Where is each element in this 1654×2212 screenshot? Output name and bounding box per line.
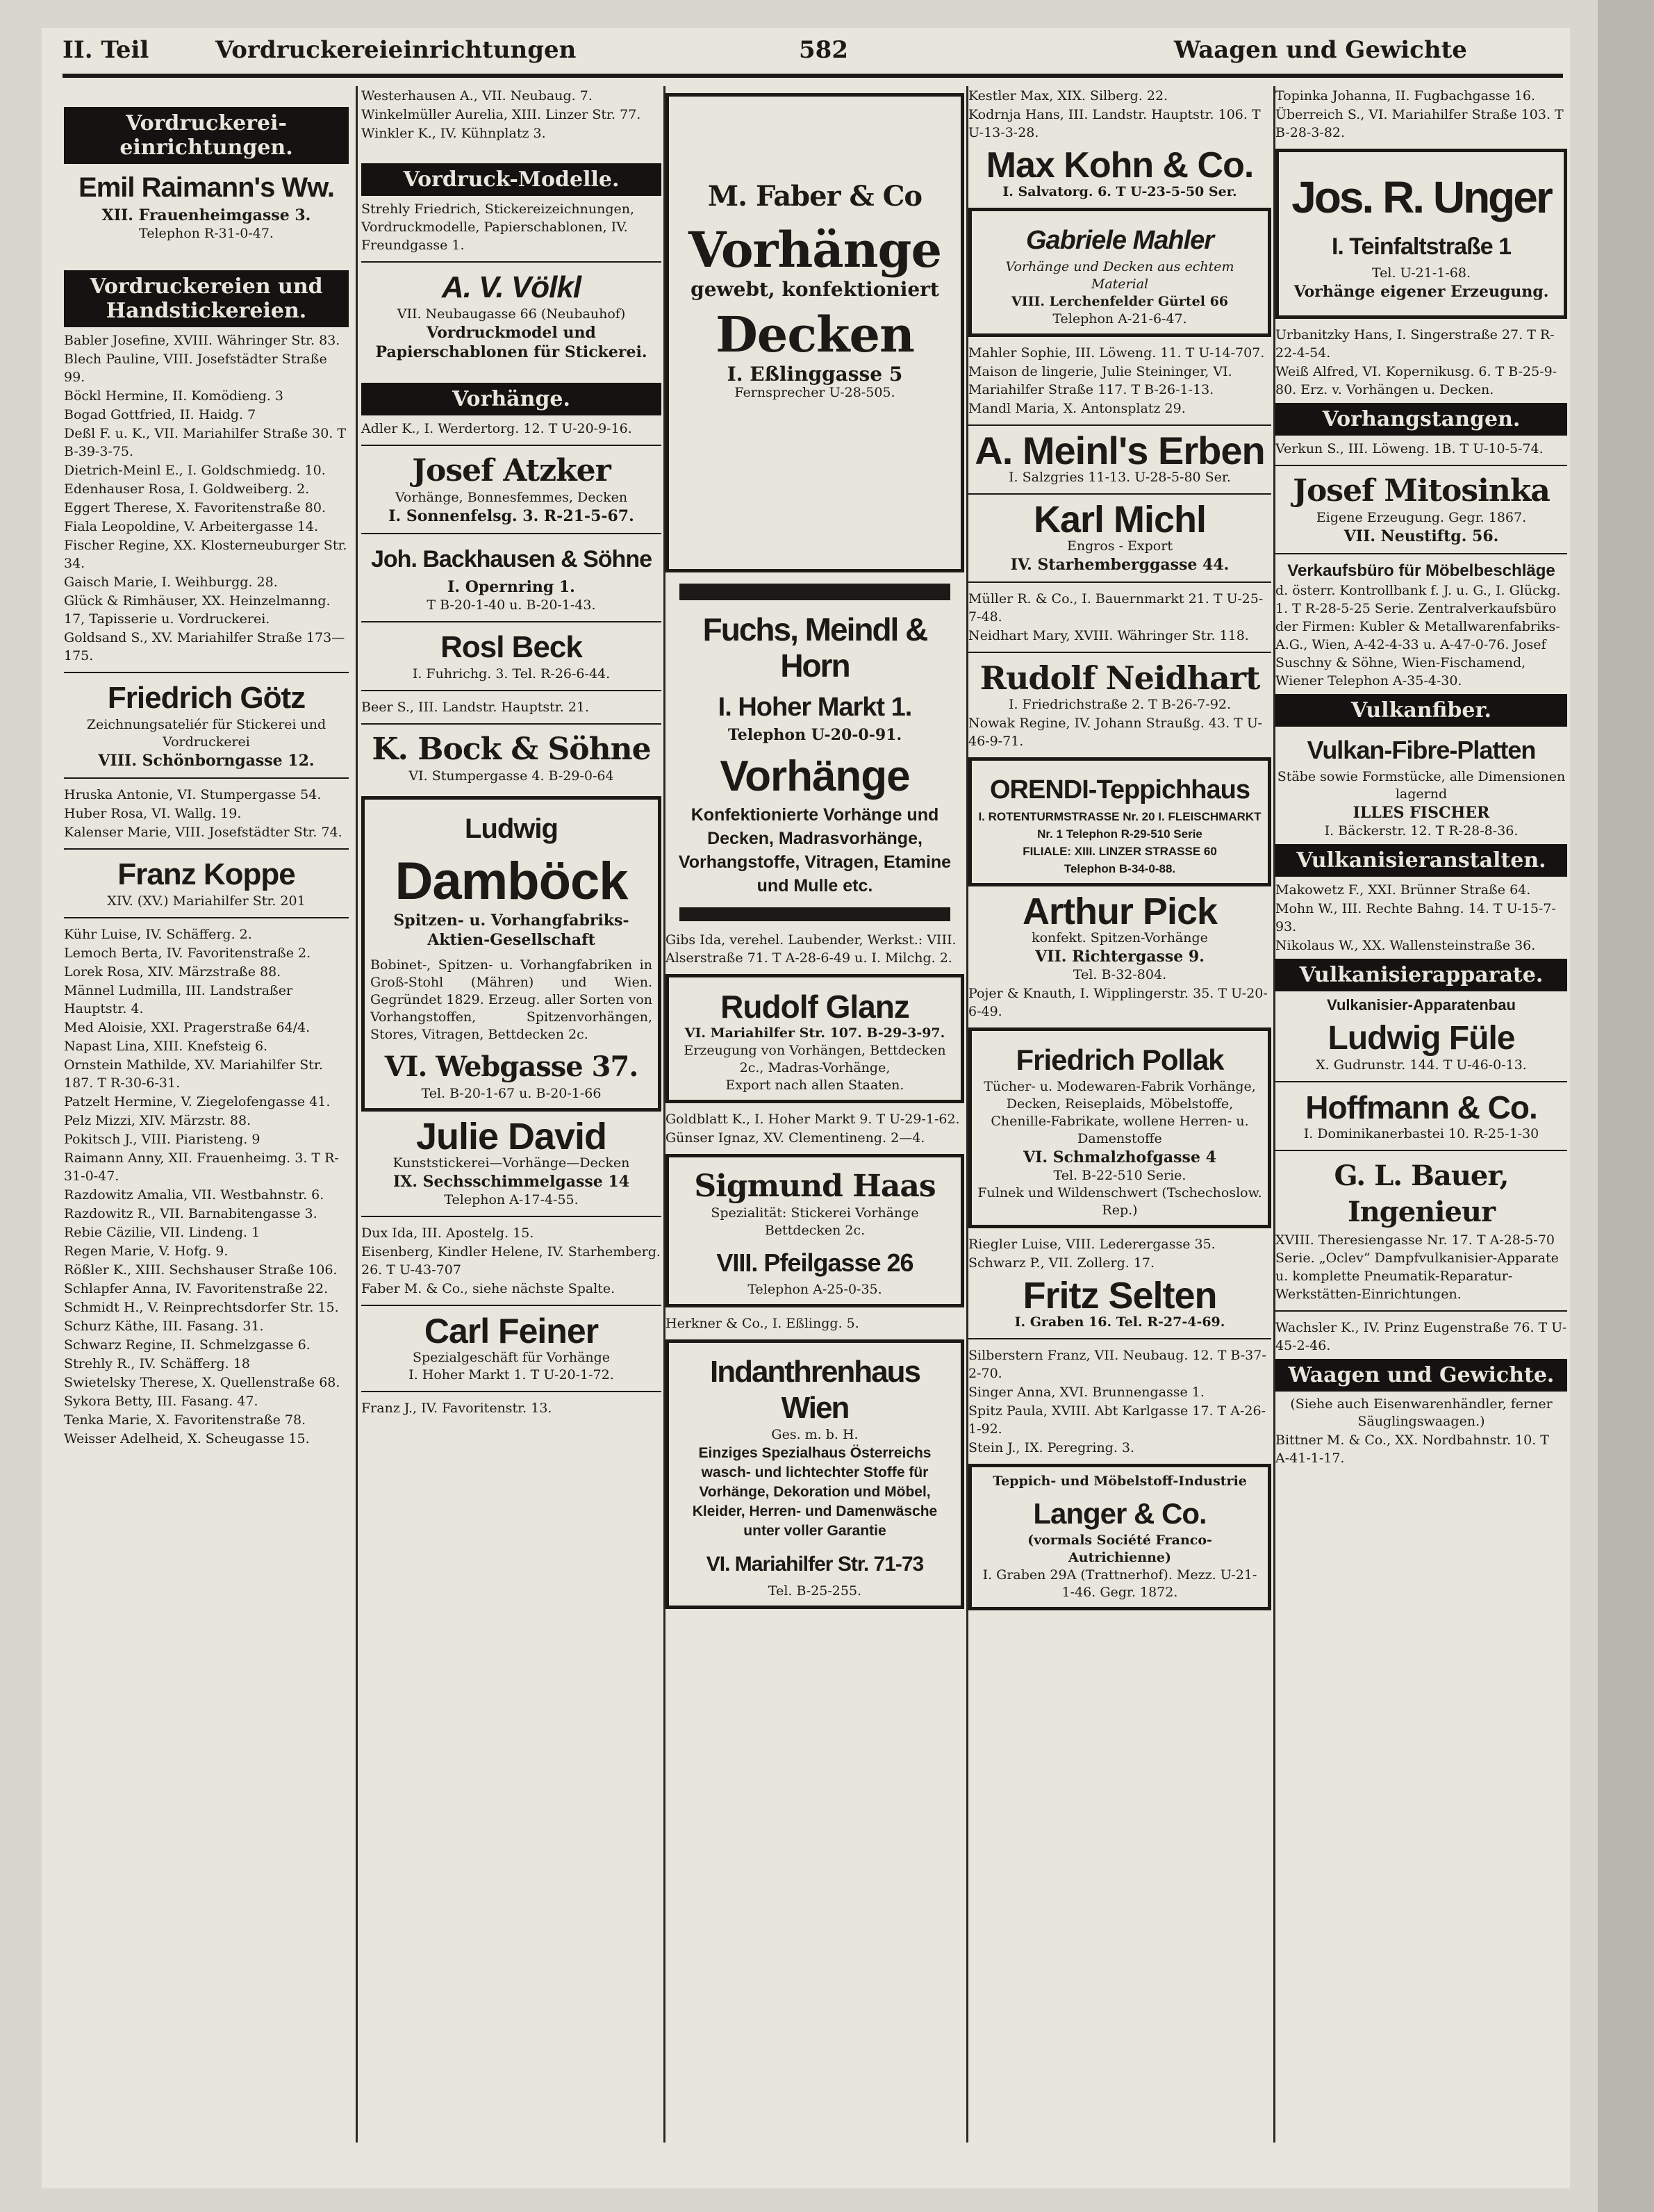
ad-description: Vorhänge, Bonnesfemmes, Decken bbox=[395, 490, 628, 505]
divider bbox=[64, 917, 349, 918]
list-item: Silberstern Franz, VII. Neubaug. 12. T B-37-2-70. bbox=[968, 1348, 1266, 1381]
ad-description: Spezialität: Stickerei Vorhänge Bettdecken 2c. bbox=[711, 1205, 919, 1238]
ad-description: Konfektionierte Vorhänge und Decken, Madrasvorhänge, Vorhangstoffe, Vitragen, Etamine und Mulle etc. bbox=[678, 805, 952, 895]
ad-name: Fritz Selten bbox=[1023, 1275, 1217, 1317]
ad-name: Rudolf Neidhart bbox=[979, 659, 1260, 697]
list-item: Nowak Regine, IV. Johann Straußg. 43. T U-46-9-71. bbox=[968, 716, 1262, 749]
list-item: Swietelsky Therese, X. Quellenstraße 68. bbox=[64, 1375, 340, 1390]
list-item: Nikolaus W., XX. Wallensteinstraße 36. bbox=[1275, 938, 1536, 953]
ad-name: A. Meinl's Erben bbox=[975, 429, 1265, 472]
list-item: Glück & Rimhäuser, XX. Heinzelmanng. 17, Tapisserie u. Vordruckerei. bbox=[64, 593, 331, 627]
divider bbox=[361, 533, 661, 534]
divider bbox=[968, 424, 1271, 426]
ad-address: I. Sonnenfelsg. 3. R-21-5-67. bbox=[388, 507, 634, 525]
ad-headline: Vorhänge bbox=[720, 752, 910, 800]
ad-subtitle: Engros - Export bbox=[1067, 538, 1173, 554]
ad-description: Erzeugung von Vorhängen, Bettdecken 2c., Madras-Vorhänge, bbox=[684, 1043, 946, 1075]
divider bbox=[64, 848, 349, 850]
list-item: Mahler Sophie, III. Löweng. 11. T U-14-707. bbox=[968, 345, 1265, 361]
ad-name: Verkaufsbüro für Möbelbeschläge bbox=[1287, 561, 1555, 580]
ad-address: I. Dominikanerbastei 10. R-25-1-30 bbox=[1303, 1126, 1539, 1141]
list-item: Patzelt Hermine, V. Ziegelofengasse 41. bbox=[64, 1094, 331, 1109]
ad-description: Tücher- u. Modewaren-Fabrik Vorhänge, Decken, Reiseplaids, Möbelstoffe, Chenille-Fabrikate, wollene Herren- u. Damenstoffe bbox=[984, 1079, 1256, 1146]
column-2 bbox=[361, 86, 661, 1418]
list-item: Makowetz F., XXI. Brünner Straße 64. bbox=[1275, 882, 1531, 898]
ad-address: I. Hoher Markt 1. bbox=[718, 693, 912, 722]
section-header: Vordruckerei-einrichtungen. bbox=[64, 107, 349, 164]
ad-address: IV. Starhemberggasse 44. bbox=[1010, 556, 1230, 574]
list-item: Böckl Hermine, II. Komödieng. 3 bbox=[64, 388, 283, 404]
ad-box-dambock bbox=[361, 796, 661, 1112]
ad-address: I. Fuhrichg. 3. Tel. R-26-6-44. bbox=[412, 666, 611, 682]
divider bbox=[679, 907, 950, 921]
ad-address: I. Graben 16. Tel. R-27-4-69. bbox=[1014, 1314, 1225, 1330]
list-item: Fiala Leopoldine, V. Arbeitergasse 14. bbox=[64, 519, 319, 534]
ad-phone: T B-20-1-40 u. B-20-1-43. bbox=[427, 597, 596, 613]
ad-description: Vordruckmodel und Papierschablonen für Stickerei. bbox=[375, 324, 647, 361]
ad-phone: Tel. B-20-1-67 u. B-20-1-66 bbox=[421, 1086, 602, 1101]
list-item: Bogad Gottfried, II. Haidg. 7 bbox=[64, 407, 256, 422]
list-item: Pelz Mizzi, XIV. Märzstr. 88. bbox=[64, 1113, 251, 1128]
list-item: Kodrnja Hans, III. Landstr. Hauptstr. 106. T U-13-3-28. bbox=[968, 107, 1261, 140]
list-item: Schwarz Regine, II. Schmelzgasse 6. bbox=[64, 1337, 311, 1353]
list-item: Babler Josefine, XVIII. Währinger Str. 83. bbox=[64, 333, 340, 348]
list-item: Goldblatt K., I. Hoher Markt 9. T U-29-1-62. bbox=[665, 1112, 960, 1127]
header-rule bbox=[63, 74, 1563, 78]
ad-name: K. Bock & Söhne bbox=[372, 732, 651, 767]
divider bbox=[64, 777, 349, 779]
ad-name: Ludwig Füle bbox=[1328, 1020, 1515, 1057]
list-item: Schwarz P., VII. Zollerg. 17. bbox=[968, 1255, 1155, 1271]
page-number: 582 bbox=[799, 36, 848, 64]
divider bbox=[361, 445, 661, 446]
divider bbox=[361, 723, 661, 725]
list-item: Müller R. & Co., I. Bauernmarkt 21. T U-25-7-48. bbox=[968, 591, 1264, 625]
page-header bbox=[63, 36, 1563, 71]
list-item: Herkner & Co., I. Eßlingg. 5. bbox=[665, 1316, 859, 1331]
list-item: Winkler K., IV. Kühnplatz 3. bbox=[361, 126, 546, 141]
ad-factories: Fulnek und Wildenschwert (Tschechoslow. Rep.) bbox=[977, 1185, 1262, 1218]
ad-name: Franz Koppe bbox=[117, 857, 295, 891]
list-item: Weiß Alfred, VI. Kopernikusg. 6. T B-25-9-80. Erz. v. Vorhängen u. Decken. bbox=[1275, 364, 1557, 397]
divider bbox=[679, 584, 950, 600]
list-item: Rößler K., XIII. Sechshauser Straße 106. bbox=[64, 1262, 338, 1278]
ad-name: Friedrich Götz bbox=[107, 681, 306, 715]
list-item: Stein J., IX. Peregring. 3. bbox=[968, 1440, 1135, 1455]
ad-box-pollak bbox=[968, 1027, 1271, 1228]
ad-description: Stäbe sowie Formstücke, alle Dimensionen lagernd bbox=[1277, 769, 1566, 802]
ad-address: I. Opernring 1. bbox=[447, 578, 575, 596]
ad-box-indanthren bbox=[665, 1339, 964, 1609]
ad-phone: Tel. U-21-1-68. bbox=[1371, 265, 1471, 281]
ad-name: Hoffmann & Co. bbox=[1305, 1089, 1537, 1125]
list-item: Goldsand S., XV. Mariahilfer Straße 173—175. bbox=[64, 630, 345, 663]
ad-name: A. V. Völkl bbox=[441, 270, 581, 304]
ad-phone: Telephon A-17-4-55. bbox=[444, 1192, 579, 1207]
ad-description: d. österr. Kontrollbank f. J. u. G., I. Glückg. 1. T R-28-5-25 Serie. Zentralverkaufsbüro der Firmen: Kubler & Metallwarenfabriks-A.G., Wien, A-42-4-33 u. A-47-0-76. Josef Suschny & Söhne, Wien-Fischamend, Wiener Telephon A-35-4-30. bbox=[1275, 583, 1561, 688]
list-item: Maison de lingerie, Julie Steininger, VI. Mariahilfer Straße 117. T B-26-1-13. bbox=[968, 364, 1232, 397]
ad-headline: Vorhänge bbox=[688, 221, 942, 279]
list-item: Razdowitz R., VII. Barnabitengasse 3. bbox=[64, 1206, 317, 1221]
ad-phone: Tel. B-32-804. bbox=[1073, 967, 1167, 982]
divider bbox=[968, 652, 1271, 653]
ad-description: Bobinet-, Spitzen- u. Vorhangfabriken in Groß-Stohl (Mähren) und Wien. Gegründet 1829. Erzeug. aller Sorten von Vorhangstoffen, Spitzenvorhängen, Stores, Vitragen, Bettdecken 2c. bbox=[370, 957, 652, 1042]
ad-address: VI. Schmalzhofgasse 4 bbox=[1023, 1148, 1216, 1166]
list-item: Eisenberg, Kindler Helene, IV. Starhemberg. 26. T U-43-707 bbox=[361, 1244, 661, 1278]
ad-export: Export nach allen Staaten. bbox=[725, 1078, 904, 1093]
ad-name: Karl Michl bbox=[1033, 499, 1207, 540]
ad-name: G. L. Bauer, Ingenieur bbox=[1334, 1159, 1509, 1228]
list-item: Dietrich-Meinl E., I. Goldschmiedg. 10. bbox=[64, 463, 326, 478]
ad-name: Rudolf Glanz bbox=[720, 989, 909, 1025]
divider bbox=[361, 621, 661, 622]
section-header: Vorhangstangen. bbox=[1275, 403, 1567, 436]
list-item: Verkun S., III. Löweng. 1B. T U-10-5-74. bbox=[1275, 441, 1544, 456]
ad-phone: Tel. B-22-510 Serie. bbox=[1053, 1168, 1186, 1183]
list-item: Schmidt H., V. Reinprechtsdorfer Str. 15. bbox=[64, 1300, 339, 1315]
list-item: Lorek Rosa, XIV. Märzstraße 88. bbox=[64, 964, 281, 980]
section-header: Vulkanisierapparate. bbox=[1275, 959, 1567, 991]
list-item: Med Aloisie, XXI. Pragerstraße 64/4. bbox=[64, 1020, 311, 1035]
ad-address: VI. Mariahilfer Str. 107. B-29-3-97. bbox=[684, 1025, 945, 1041]
list-item: Raimann Anny, XII. Frauenheimg. 3. T R-31-0-47. bbox=[64, 1150, 339, 1184]
ad-address: I. Salzgries 11-13. U-28-5-80 Ser. bbox=[1009, 470, 1231, 485]
scan-margin bbox=[1598, 0, 1654, 2212]
ad-subtitle: (vormals Société Franco-Autrichienne) bbox=[1027, 1533, 1212, 1565]
list-item: Dux Ida, III. Apostelg. 15. bbox=[361, 1225, 534, 1241]
ad-legal-form: Ges. m. b. H. bbox=[771, 1427, 859, 1442]
divider bbox=[361, 1391, 661, 1392]
ad-box-langer bbox=[968, 1464, 1271, 1610]
ad-phone: Telephon R-31-0-47. bbox=[139, 226, 274, 241]
list-item: Singer Anna, XVI. Brunnengasse 1. bbox=[968, 1385, 1205, 1400]
divider bbox=[1275, 465, 1567, 466]
list-item: Ornstein Mathilde, XV. Mariahilfer Str. 187. T R-30-6-31. bbox=[64, 1057, 323, 1091]
divider bbox=[1275, 1310, 1567, 1312]
list-item: Westerhausen A., VII. Neubaug. 7. bbox=[361, 88, 593, 104]
list-item: Sykora Betty, III. Fasang. 47. bbox=[64, 1394, 258, 1409]
ad-description: Zeichnungsateliér für Stickerei und Vordruckerei bbox=[86, 717, 326, 750]
divider bbox=[968, 493, 1271, 495]
section-header: Vulkanisieranstalten. bbox=[1275, 844, 1567, 877]
list-item: Mandl Maria, X. Antonsplatz 29. bbox=[968, 401, 1186, 416]
ad-headline: Decken bbox=[716, 306, 914, 363]
ad-name: Emil Raimann's Ww. bbox=[78, 172, 334, 203]
header-left-title: Vordruckereieinrichtungen bbox=[215, 36, 577, 64]
ad-address: VI. Stumpergasse 4. B-29-0-64 bbox=[408, 768, 614, 784]
ad-address: XIV. (XV.) Mariahilfer Str. 201 bbox=[107, 893, 306, 909]
list-item: Regen Marie, V. Hofg. 9. bbox=[64, 1244, 229, 1259]
ad-box-haas bbox=[665, 1154, 964, 1307]
ad-name: Rosl Beck bbox=[440, 630, 582, 664]
list-item: Rebie Cäzilie, VII. Lindeng. 1 bbox=[64, 1225, 260, 1240]
ad-address: I. Teinfaltstraße 1 bbox=[1331, 233, 1512, 260]
list-item: Pokitsch J., VIII. Piaristeng. 9 bbox=[64, 1132, 260, 1147]
section-header: Vordruck-Modelle. bbox=[361, 163, 661, 196]
ad-name: Vulkan-Fibre-Platten bbox=[1307, 736, 1536, 764]
ad-address: VI. Webgasse 37. bbox=[384, 1050, 638, 1083]
ad-address: VII. Neubaugasse 66 (Neubauhof) bbox=[397, 306, 626, 322]
list-item: Beer S., III. Landstr. Hauptstr. 21. bbox=[361, 700, 590, 715]
ad-box-glanz bbox=[665, 974, 964, 1103]
section-header: Vulkanfiber. bbox=[1275, 694, 1567, 727]
ad-branch: FILIALE: XIII. LINZER STRASSE 60 bbox=[1023, 845, 1217, 858]
ad-name: Gabriele Mahler bbox=[1025, 226, 1214, 255]
ad-description: Vorhänge und Decken aus echtem Material bbox=[1005, 259, 1234, 292]
list-item: Riegler Luise, VIII. Lederergasse 35. bbox=[968, 1237, 1216, 1252]
ad-description: XVIII. Theresiengasse Nr. 17. T A-28-5-70 Serie. „Oclev“ Dampfvulkanisier-Apparate u. komplette Pneumatik-Reparatur-Werkstätten-Einrichtungen. bbox=[1275, 1232, 1559, 1302]
list-item: Fischer Regine, XX. Klosterneuburger Str. 34. bbox=[64, 538, 347, 571]
divider bbox=[361, 1216, 661, 1217]
ad-address: XII. Frauenheimgasse 3. bbox=[101, 206, 311, 224]
list-item: Neidhart Mary, XVIII. Währinger Str. 118. bbox=[968, 628, 1249, 643]
ad-description: Spezialgeschäft für Vorhänge bbox=[412, 1350, 611, 1365]
list-item: Razdowitz Amalia, VII. Westbahnstr. 6. bbox=[64, 1187, 324, 1203]
list-item: Kalenser Marie, VIII. Josefstädter Str. 74. bbox=[64, 825, 342, 840]
list-item: Gibs Ida, verehel. Laubender, Werkst.: VIII. Alserstraße 71. T A-28-6-49 u. I. Milchg. 2. bbox=[665, 932, 957, 966]
ad-description: I. ROTENTURMSTRASSE Nr. 20 I. FLEISCHMARKT Nr. 1 Telephon R-29-510 Serie bbox=[978, 810, 1262, 841]
ad-name: Joh. Backhausen & Söhne bbox=[371, 546, 652, 572]
ad-name: M. Faber & Co bbox=[707, 180, 923, 213]
divider bbox=[361, 261, 661, 263]
ad-name: Fuchs, Meindl & Horn bbox=[702, 611, 927, 684]
ad-description: Vorhänge eigener Erzeugung. bbox=[1293, 283, 1549, 301]
list-item: Topinka Johanna, II. Fugbachgasse 16. bbox=[1275, 88, 1536, 104]
list-item: Winkelmüller Aurelia, XIII. Linzer Str. 77. bbox=[361, 107, 641, 122]
ad-name: Jos. R. Unger bbox=[1291, 172, 1551, 222]
list-item: Franz J., IV. Favoritenstr. 13. bbox=[361, 1401, 552, 1416]
ad-box-unger bbox=[1275, 149, 1567, 319]
column-1 bbox=[64, 86, 349, 1448]
section-header: Vorhänge. bbox=[361, 383, 661, 415]
ad-description: Teppich- und Möbelstoff-Industrie bbox=[993, 1474, 1247, 1489]
ad-phone: Telephon U-20-0-91. bbox=[727, 726, 902, 744]
ad-name: Sigmund Haas bbox=[694, 1169, 936, 1204]
list-item: Urbanitzky Hans, I. Singerstraße 27. T R-22-4-54. bbox=[1275, 327, 1555, 361]
column-divider bbox=[356, 86, 358, 2143]
header-right-title: Waagen und Gewichte bbox=[1174, 36, 1467, 64]
ad-address: VII. Richtergasse 9. bbox=[1035, 948, 1205, 966]
list-item: Huber Rosa, VI. Wallg. 19. bbox=[64, 806, 242, 821]
list-item: Lemoch Berta, IV. Favoritenstraße 2. bbox=[64, 946, 311, 961]
ad-description: konfekt. Spitzen-Vorhänge bbox=[1032, 930, 1208, 946]
list-item: Kühr Luise, IV. Schäfferg. 2. bbox=[64, 927, 252, 942]
list-item: Edenhauser Rosa, I. Goldweiberg. 2. bbox=[64, 481, 310, 497]
ad-address: VIII. Schönborngasse 12. bbox=[98, 752, 315, 770]
list-item: Eggert Therese, X. Favoritenstraße 80. bbox=[64, 500, 326, 515]
list-item: Schlapfer Anna, IV. Favoritenstraße 22. bbox=[64, 1281, 329, 1296]
ad-phone: Telephon A-25-0-35. bbox=[747, 1282, 882, 1297]
divider bbox=[1275, 553, 1567, 554]
ad-name: Josef Mitosinka bbox=[1293, 473, 1550, 509]
list-item: Strehly Friedrich, Stickereizeichnungen, Vordruckmodelle, Papierschablonen, IV. Freundgasse 1. bbox=[361, 201, 635, 253]
list-item: Mohn W., III. Rechte Bahng. 14. T U-15-7-93. bbox=[1275, 901, 1556, 934]
list-item: Bittner M. & Co., XX. Nordbahnstr. 10. T A-41-1-17. bbox=[1275, 1433, 1549, 1466]
ad-name: Carl Feiner bbox=[424, 1312, 599, 1351]
column-5 bbox=[1275, 86, 1567, 1468]
list-item: Strehly R., IV. Schäfferg. 18 bbox=[64, 1356, 250, 1371]
ad-box-orendi bbox=[968, 757, 1271, 886]
ad-description: gewebt, konfektioniert bbox=[690, 278, 939, 301]
ad-name: Indanthrenhaus Wien bbox=[709, 1355, 920, 1425]
list-item: Spitz Paula, XVIII. Abt Karlgasse 17. T A-26-1-92. bbox=[968, 1403, 1266, 1437]
list-item: Weisser Adelheid, X. Scheugasse 15. bbox=[64, 1431, 310, 1446]
ad-address: VI. Mariahilfer Str. 71-73 bbox=[706, 1553, 924, 1576]
list-item: Blech Pauline, VIII. Josefstädter Straße 99. bbox=[64, 352, 327, 385]
list-item: Wachsler K., IV. Prinz Eugenstraße 76. T U-45-2-46. bbox=[1275, 1320, 1567, 1353]
ad-name: Arthur Pick bbox=[1022, 891, 1218, 932]
divider bbox=[361, 690, 661, 691]
ad-address: VIII. Lerchenfelder Gürtel 66 bbox=[1011, 294, 1229, 309]
section-header: Waagen und Gewichte. bbox=[1275, 1359, 1567, 1392]
list-item: Kestler Max, XIX. Silberg. 22. bbox=[968, 88, 1168, 104]
ad-box-mahler bbox=[968, 208, 1271, 337]
ad-name: Ludwig bbox=[465, 814, 558, 844]
ad-address: I. Friedrichstraße 2. T B-26-7-92. bbox=[1008, 697, 1232, 712]
ad-address: I. Bäckerstr. 12. T R-28-8-36. bbox=[1324, 823, 1519, 839]
list-item: Napast Lina, XIII. Knefsteig 6. bbox=[64, 1039, 268, 1054]
ad-phone: Tel. B-25-255. bbox=[768, 1583, 862, 1599]
list-item: Pojer & Knauth, I. Wipplingerstr. 35. T U-20-6-49. bbox=[968, 986, 1268, 1019]
ad-subtitle: Spitzen- u. Vorhangfabriks-Aktien-Gesellschaft bbox=[393, 911, 629, 949]
list-item: Günser Ignaz, XV. Clementineng. 2—4. bbox=[665, 1130, 925, 1146]
ad-phone: Fernsprecher U-28-505. bbox=[734, 385, 895, 400]
ad-name: Josef Atzker bbox=[412, 453, 611, 488]
list-item: Faber M. & Co., siehe nächste Spalte. bbox=[361, 1281, 615, 1296]
divider bbox=[968, 581, 1271, 583]
ad-name: ORENDI-Teppichhaus bbox=[990, 775, 1250, 804]
ad-firm: ILLES FISCHER bbox=[1353, 804, 1490, 822]
ad-phone: Telephon B-34-0-88. bbox=[1064, 862, 1176, 875]
ad-name: Friedrich Pollak bbox=[1016, 1043, 1224, 1076]
section-header: Vordruckereien und Handstickereien. bbox=[64, 270, 349, 327]
ad-address: IX. Sechsschimmelgasse 14 bbox=[392, 1173, 630, 1191]
ad-box-faber bbox=[665, 93, 964, 572]
ad-address: I. Hoher Markt 1. T U-20-1-72. bbox=[408, 1367, 614, 1382]
column-3 bbox=[665, 86, 964, 1616]
ad-address: I. Eßlinggasse 5 bbox=[727, 363, 903, 386]
ad-name: Julie David bbox=[415, 1116, 607, 1157]
ad-name: Max Kohn & Co. bbox=[986, 145, 1254, 185]
list-item: Hruska Antonie, VI. Stumpergasse 54. bbox=[64, 787, 322, 802]
section-note: (Siehe auch Eisenwarenhändler, ferner Säuglingswaagen.) bbox=[1290, 1396, 1553, 1429]
divider bbox=[1275, 1150, 1567, 1151]
ad-address: VIII. Pfeilgasse 26 bbox=[716, 1248, 913, 1277]
divider bbox=[968, 1338, 1271, 1339]
list-item: Adler K., I. Werdertorg. 12. T U-20-9-16. bbox=[361, 421, 632, 436]
header-part: II. Teil bbox=[63, 36, 149, 64]
list-item: Gaisch Marie, I. Weihburgg. 28. bbox=[64, 575, 278, 590]
ad-phone: Telephon A-21-6-47. bbox=[1052, 311, 1187, 327]
column-4 bbox=[968, 86, 1271, 1617]
list-item: Männel Ludmilla, III. Landstraßer Hauptstr. 4. bbox=[64, 983, 293, 1016]
divider bbox=[361, 1305, 661, 1306]
ad-description: Einziges Spezialhaus Österreichs wasch- und lichtechter Stoffe für Vorhänge, Dekoration und Möbel, Kleider, Herren- und Damenwäsche unter voller Garantie bbox=[692, 1445, 938, 1539]
list-item: Schurz Käthe, III. Fasang. 31. bbox=[64, 1319, 264, 1334]
ad-address: I. Salvatorg. 6. T U-23-5-50 Ser. bbox=[1002, 184, 1237, 199]
list-item: Tenka Marie, X. Favoritenstraße 78. bbox=[64, 1412, 306, 1428]
ad-subtitle: Vulkanisier-Apparatenbau bbox=[1327, 996, 1516, 1014]
ad-address: X. Gudrunstr. 144. T U-46-0-13. bbox=[1316, 1057, 1527, 1073]
ad-name: Damböck bbox=[395, 852, 628, 911]
ad-address: I. Graben 29A (Trattnerhof). Mezz. U-21-1-46. Gegr. 1872. bbox=[982, 1567, 1257, 1600]
ad-name: Langer & Co. bbox=[1033, 1497, 1207, 1530]
list-item: Überreich S., VI. Mariahilfer Straße 103. T B-28-3-82. bbox=[1275, 107, 1564, 140]
ad-description: Kunststickerei—Vorhänge—Decken bbox=[392, 1155, 630, 1171]
ad-subtitle: Eigene Erzeugung. Gegr. 1867. bbox=[1316, 510, 1527, 525]
divider bbox=[1275, 1081, 1567, 1082]
divider bbox=[64, 672, 349, 673]
ad-address: VII. Neustiftg. 56. bbox=[1343, 527, 1499, 545]
list-item: Deßl F. u. K., VII. Mariahilfer Straße 30. T B-39-3-75. bbox=[64, 426, 347, 459]
